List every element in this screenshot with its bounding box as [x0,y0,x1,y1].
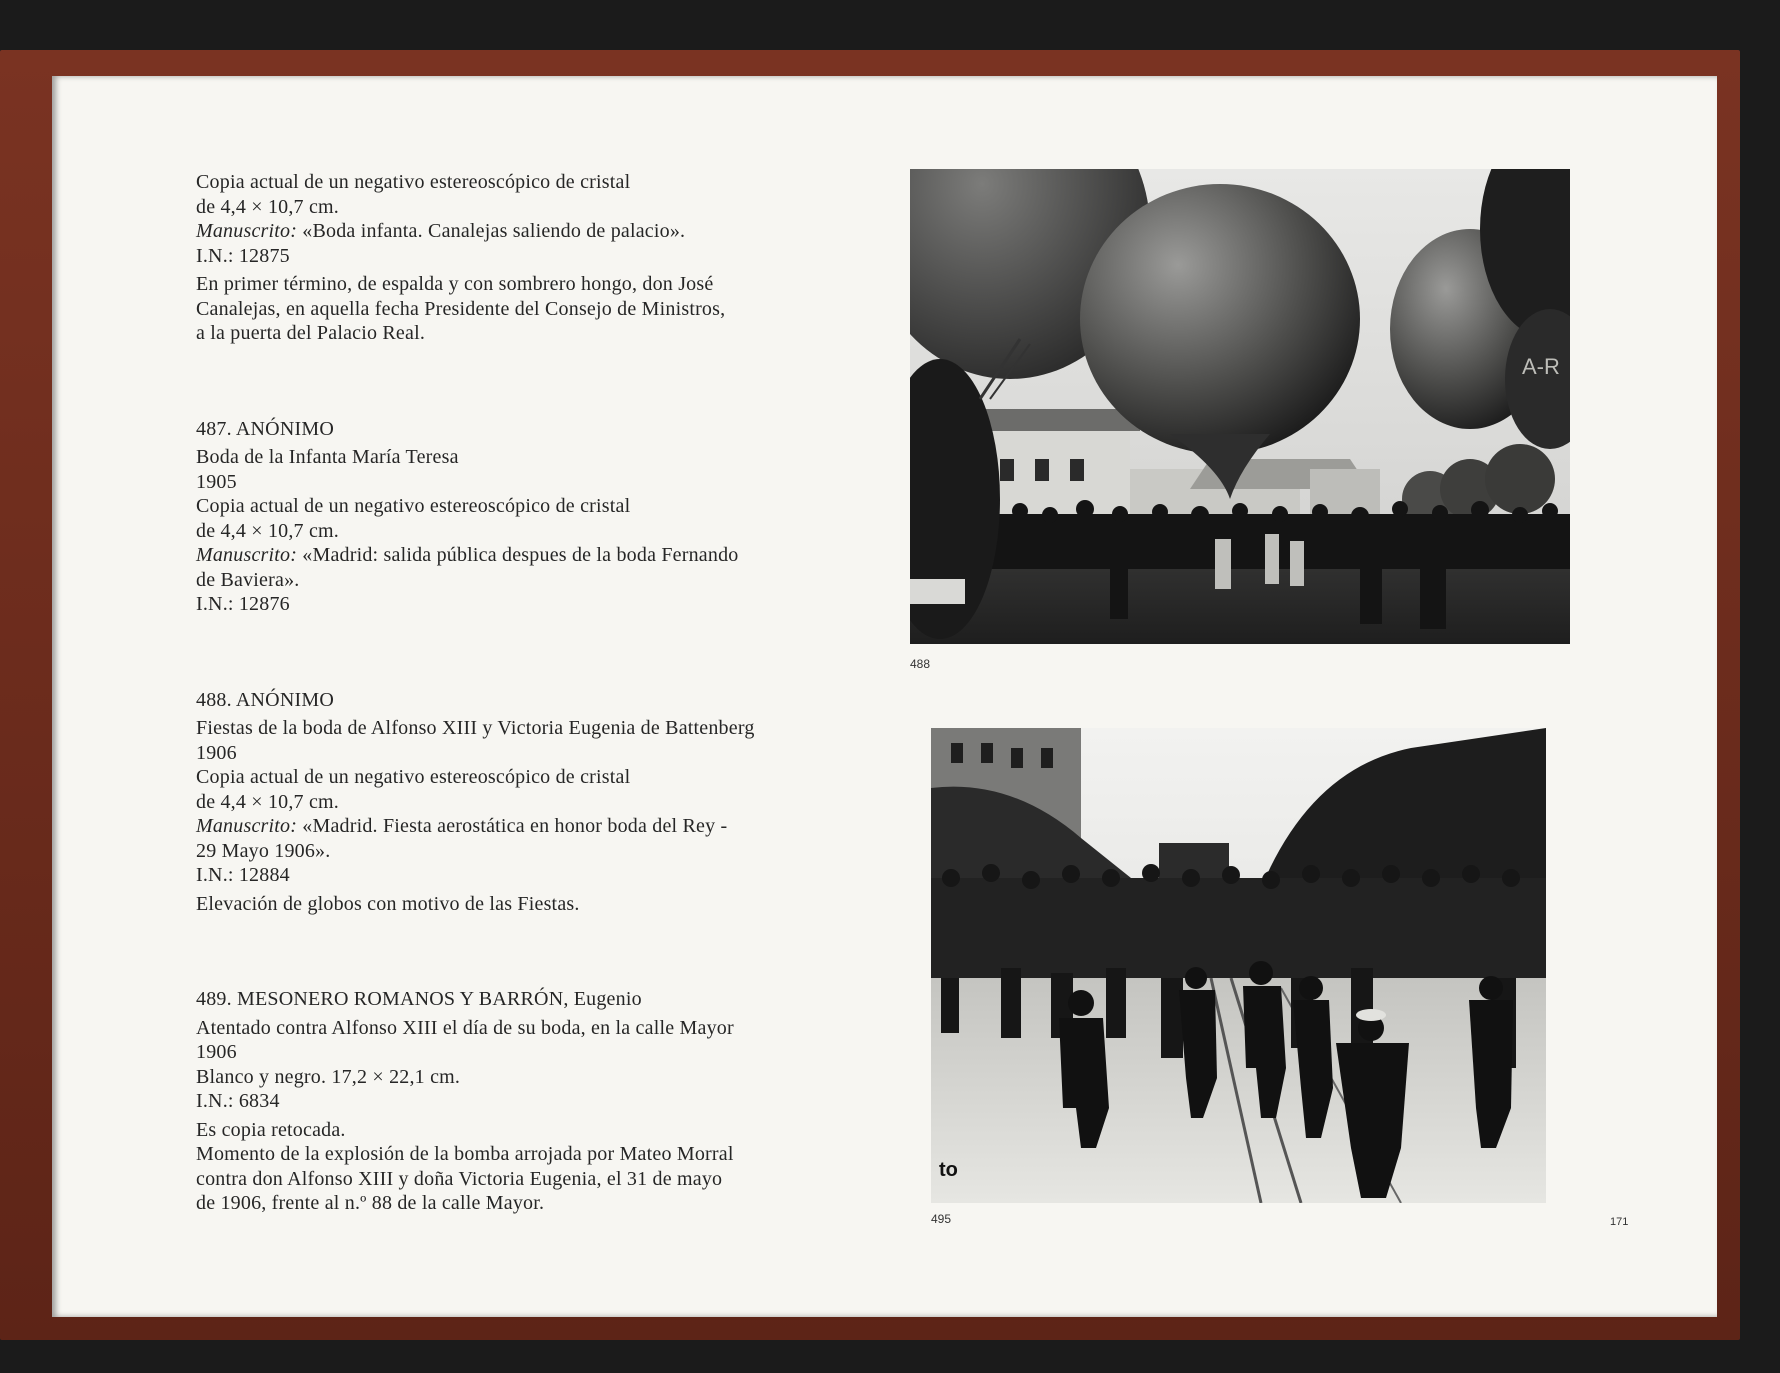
entry-487-heading: 487. ANÓNIMO [196,417,334,440]
entry-487-line-1: Copia actual de un negativo estereoscópico de cristal [196,495,631,517]
balloon-lettering: A-R [1522,354,1560,379]
entry-488-inventory: I.N.: 12884 [196,864,290,886]
entry-487-line-2: de 4,4 × 10,7 cm. [196,519,339,542]
page-number: 171 [1610,1216,1629,1228]
entry-487-title: Boda de la Infanta María Teresa [196,446,459,468]
entry-488-line-2: de 4,4 × 10,7 cm. [196,790,339,813]
entry-489-note-2: Momento de la explosión de la bomba arrojada por Mateo Morral [196,1143,734,1165]
entry-488-heading: 488. ANÓNIMO [196,688,334,711]
book-page [52,76,1717,1317]
intro-line-1: Copia actual de un negativo estereoscópico de cristal [196,171,631,193]
bottom-photo-caption: 495 [931,1212,952,1226]
entry-489-title: Atentado contra Alfonso XIII el día de su boda, en la calle Mayor [196,1016,734,1039]
intro-line-2: de 4,4 × 10,7 cm. [196,195,339,218]
entry-488-manuscrito [196,814,896,839]
entry-489-note-4: de 1906, frente al n.º 88 de la calle Mayor. [196,1192,545,1214]
intro-note-1: En primer término, de espalda y con sombrero hongo, don José [196,273,714,295]
manuscrito-label: Manuscrito: [196,815,298,837]
balloon-festival-photo [910,169,1570,644]
manuscrito-text: «Madrid. Fiesta aerostática en honor boda del Rey - [302,815,728,837]
entry-488-note: Elevación de globos con motivo de las Fiestas. [196,892,580,915]
entry-489-medium: Blanco y negro. 17,2 × 22,1 cm. [196,1065,461,1088]
intro-manuscrito [196,219,896,244]
manuscrito-label: Manuscrito: [196,220,298,242]
street-crowd-photo [931,728,1546,1203]
entry-489-note-3: contra don Alfonso XIII y doña Victoria Eugenia, el 31 de mayo [196,1167,723,1190]
manuscrito-text: «Boda infanta. Canalejas saliendo de palacio». [302,220,686,242]
entry-487-manuscrito [196,543,896,568]
entry-487-manuscrito-cont: de Baviera». [196,568,300,591]
entry-488-title: Fiestas de la boda de Alfonso XIII y Victoria Eugenia de Battenberg [196,717,755,739]
entry-489-year: 1906 [196,1041,237,1063]
entry-489-note-1: Es copia retocada. [196,1118,346,1141]
intro-note-3: a la puerta del Palacio Real. [196,322,426,344]
entry-488-year: 1906 [196,741,237,764]
plate-mark: to [939,1159,958,1181]
intro-note-2: Canalejas, en aquella fecha Presidente del Consejo de Ministros, [196,297,726,320]
top-photo-caption: 488 [910,657,931,671]
manuscrito-text: «Madrid: salida pública despues de la boda Fernando [302,544,739,566]
entry-487-year: 1905 [196,470,237,493]
entry-488-manuscrito-cont: 29 Mayo 1906». [196,839,331,862]
intro-inventory: I.N.: 12875 [196,244,290,267]
entry-489-heading: 489. MESONERO ROMANOS Y BARRÓN, Eugenio [196,988,642,1010]
entry-488-line-1: Copia actual de un negativo estereoscópico de cristal [196,766,631,788]
manuscrito-label: Manuscrito: [196,544,298,566]
entry-487-inventory: I.N.: 12876 [196,593,290,615]
catalog-text-column [196,170,896,1216]
entry-489-inventory: I.N.: 6834 [196,1090,280,1112]
